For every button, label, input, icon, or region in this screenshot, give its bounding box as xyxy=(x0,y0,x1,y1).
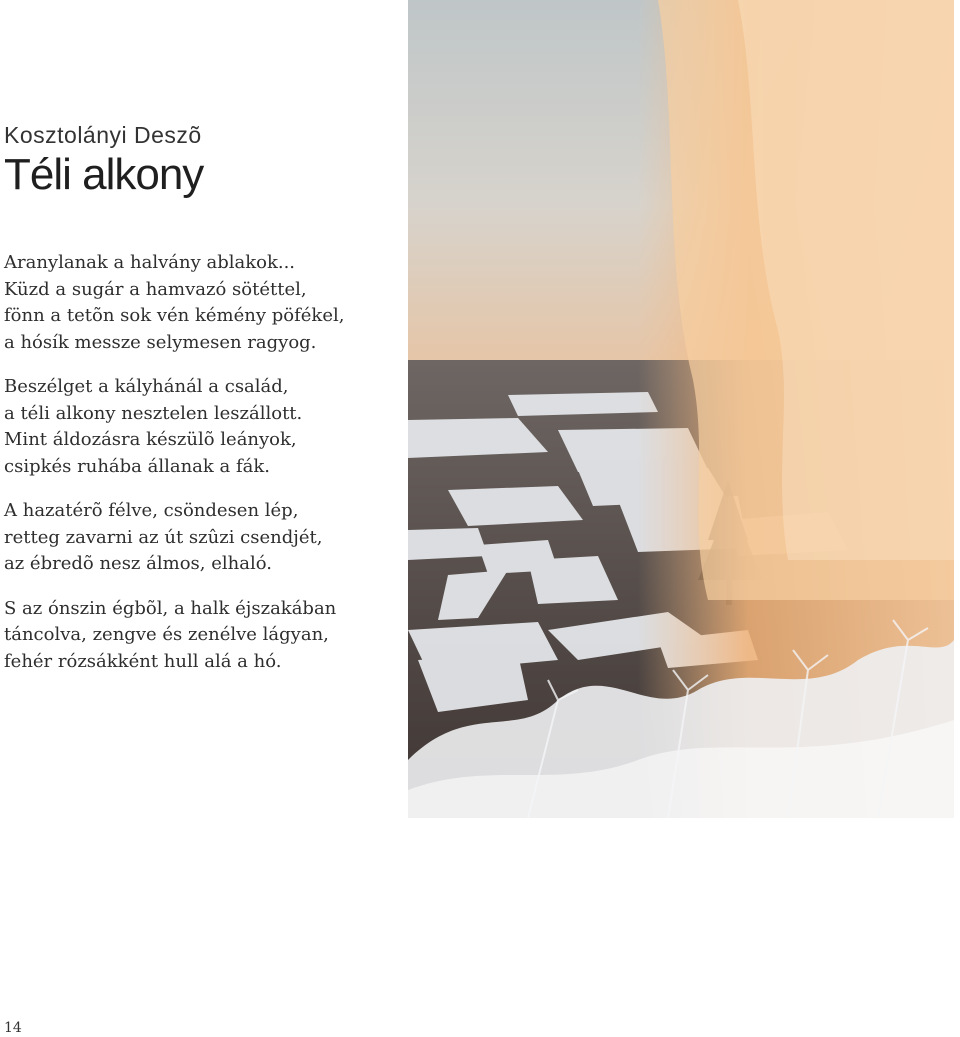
poem-title: Téli alkony xyxy=(4,150,204,199)
poem-line: Mint áldozásra készülõ leányok, xyxy=(4,429,297,450)
stanza xyxy=(4,374,404,480)
poem-line: fönn a tetõn sok vén kémény pöfékel, xyxy=(4,305,345,326)
page-number: 14 xyxy=(4,1020,22,1036)
poem-line: Aranylanak a halvány ablakok... xyxy=(4,252,296,273)
poem-line: csipkés ruhába állanak a fák. xyxy=(4,455,271,477)
poem-line: a hósík messze selymesen ragyog. xyxy=(4,331,317,353)
winter-photo xyxy=(408,0,954,818)
poem-line: fehér rózsákként hull alá a hó. xyxy=(4,650,282,672)
poem-line: S az ónszin égbõl, a halk éjszakában xyxy=(4,597,337,619)
stanza xyxy=(4,250,404,356)
poem-line: retteg zavarni az út szûzi csendjét, xyxy=(4,526,323,548)
poem-line: táncolva, zengve és zenélve lágyan, xyxy=(4,624,329,645)
frosted-window-photo xyxy=(408,0,954,818)
poem-line: Beszélget a kályhánál a család, xyxy=(4,376,289,397)
poem-line: a téli alkony nesztelen leszállott. xyxy=(4,402,303,424)
poem-line: az ébredõ nesz álmos, elhaló. xyxy=(4,553,272,574)
stanza xyxy=(4,498,404,578)
poem-line: A hazatérõ félve, csöndesen lép, xyxy=(4,500,299,521)
poem-author: Kosztolányi Deszõ xyxy=(4,122,202,148)
poem-body xyxy=(4,250,404,693)
stanza xyxy=(4,596,404,676)
poem-line: Küzd a sugár a hamvazó sötéttel, xyxy=(4,278,307,300)
